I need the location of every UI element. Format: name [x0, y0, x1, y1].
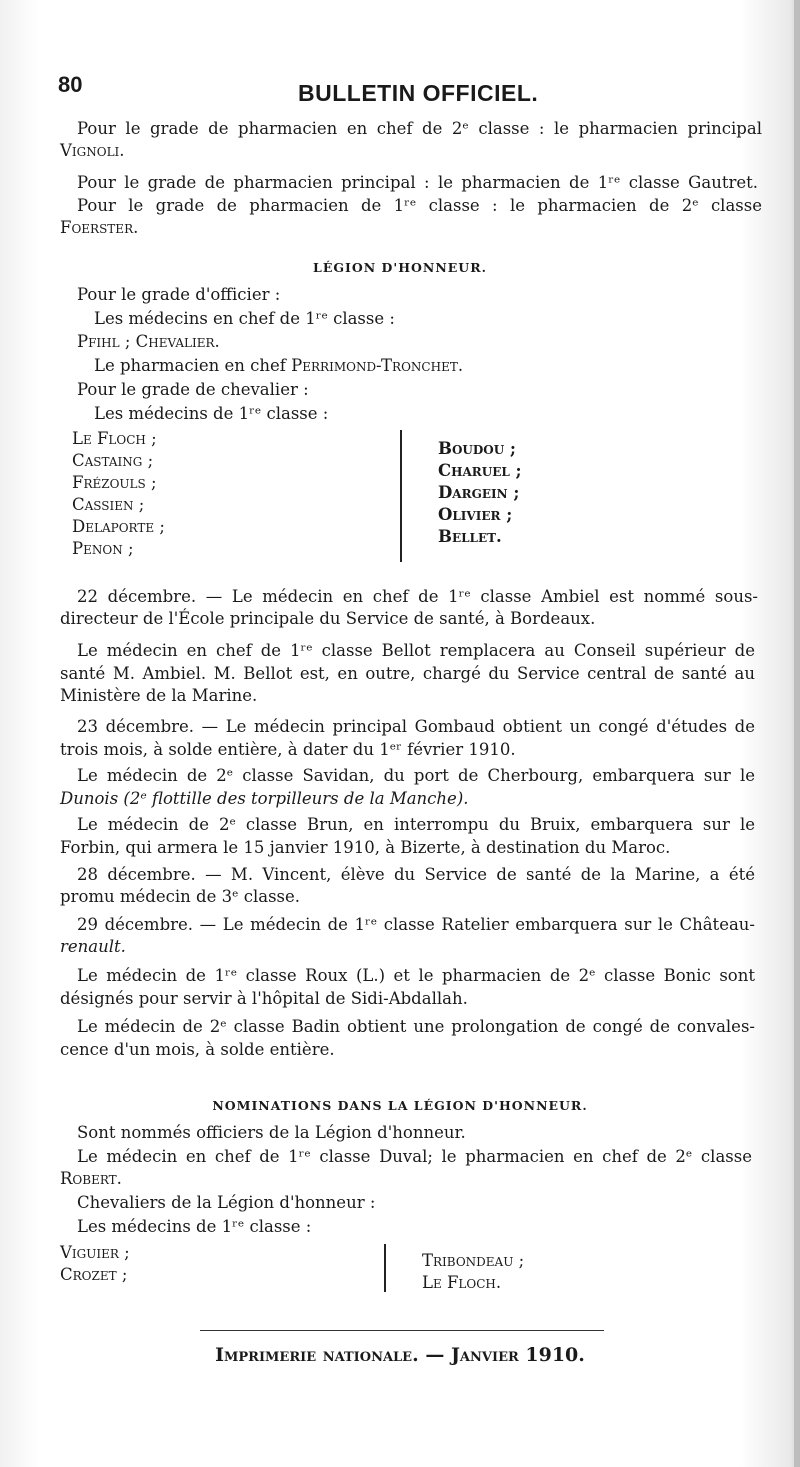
- nomination-line: Le médecin en chef de 1ʳᵉ classe Duval; le pharmacien en chef de 2ᵉ classe: [77, 1147, 752, 1166]
- name-item: Cassien ;: [72, 495, 145, 514]
- intro-line: Pour le grade de pharmacien de 1ʳᵉ classe : le pharmacien de 2ᵉ classe: [77, 196, 762, 215]
- name-item: Penon ;: [72, 539, 134, 558]
- name-item: Delaporte ;: [72, 517, 165, 536]
- nomination-line: Sont nommés officiers de la Légion d'honneur.: [77, 1123, 466, 1142]
- decision-line: Dunois (2ᵉ flottille des torpilleurs de la Manche).: [60, 789, 469, 808]
- decision-line: renault.: [60, 937, 126, 956]
- intro-line: Pour le grade de pharmacien en chef de 2ᵉ classe : le pharmacien principal: [77, 119, 762, 138]
- decision-line: 22 décembre. — Le médecin en chef de 1ʳᵉ classe Ambiel est nommé sous-: [77, 587, 758, 606]
- pharmacien-name: Perrimond-Tronchet.: [291, 356, 464, 375]
- names-line: Pfihl ; Chevalier.: [77, 332, 220, 351]
- decision-line: 28 décembre. — M. Vincent, élève du Service de santé de la Marine, a été: [77, 865, 755, 884]
- decision-line: Le médecin de 2ᵉ classe Savidan, du port de Cherbourg, embarquera sur le: [77, 766, 755, 785]
- name-item: Frézouls ;: [72, 473, 157, 492]
- name-item: Crozet ;: [60, 1265, 128, 1284]
- grade-line: Pour le grade de chevalier :: [77, 380, 309, 399]
- decision-line: Ministère de la Marine.: [60, 686, 258, 705]
- rank-line: Les médecins en chef de 1ʳᵉ classe :: [94, 309, 395, 328]
- name-item: Le Floch ;: [72, 429, 157, 448]
- section-heading: LÉGION D'HONNEUR.: [313, 260, 487, 275]
- decision-line: Le médecin en chef de 1ʳᵉ classe Bellot remplacera au Conseil supérieur de: [77, 641, 755, 660]
- running-head: BULLETIN OFFICIEL.: [298, 80, 539, 106]
- decision-line: 23 décembre. — Le médecin principal Gombaud obtient un congé d'études de: [77, 717, 755, 736]
- decision-line: directeur de l'École principale du Service de santé, à Bordeaux.: [60, 609, 596, 628]
- decision-line: promu médecin de 3ᵉ classe.: [60, 887, 301, 906]
- decision-line: Le médecin de 2ᵉ classe Badin obtient une prolongation de congé de convales-: [77, 1017, 755, 1036]
- intro-line: Vignoli.: [60, 141, 125, 160]
- grade-line: Pour le grade d'officier :: [77, 285, 281, 304]
- page-number: 80: [58, 72, 83, 97]
- decision-line: Forbin, qui armera le 15 janvier 1910, à Bizerte, à destination du Maroc.: [60, 838, 671, 857]
- name-item: Dargein ;: [438, 483, 520, 502]
- decision-line: cence d'un mois, à solde entière.: [60, 1040, 335, 1059]
- column-divider: [400, 430, 402, 562]
- name-item: Charuel ;: [438, 461, 522, 480]
- name-item: Bellet.: [438, 527, 502, 546]
- names-column-right: [438, 438, 522, 548]
- name-item: Castaing ;: [72, 451, 154, 470]
- decision-line: Le médecin de 2ᵉ classe Brun, en interrompu du Bruix, embarquera sur le: [77, 815, 755, 834]
- decision-line: trois mois, à solde entière, à dater du 1ᵉʳ février 1910.: [60, 740, 516, 759]
- section-heading: NOMINATIONS DANS LA LÉGION D'HONNEUR.: [212, 1098, 588, 1113]
- rank-line: Les médecins de 1ʳᵉ classe :: [94, 404, 329, 423]
- nominations-column-right: [422, 1250, 524, 1294]
- names-column-left: [72, 428, 165, 560]
- nomination-line: Les médecins de 1ʳᵉ classe :: [77, 1217, 312, 1236]
- footer-rule: [200, 1330, 604, 1331]
- nomination-line: Robert.: [60, 1169, 122, 1188]
- nominations-column-left: [60, 1242, 130, 1286]
- decision-line: 29 décembre. — Le médecin de 1ʳᵉ classe Ratelier embarquera sur le Château-: [77, 915, 755, 934]
- decision-line: santé M. Ambiel. M. Bellot est, en outre, chargé du Service central de santé au: [60, 664, 755, 683]
- nomination-line: Chevaliers de la Légion d'honneur :: [77, 1193, 376, 1212]
- intro-line: Foerster.: [60, 218, 139, 237]
- name-item: Viguier ;: [60, 1243, 130, 1262]
- imprint: Imprimerie nationale. — Janvier 1910.: [215, 1344, 585, 1366]
- decision-line: désignés pour servir à l'hôpital de Sidi-Abdallah.: [60, 989, 468, 1008]
- intro-line: Pour le grade de pharmacien principal : le pharmacien de 1ʳᵉ classe Gautret.: [77, 173, 758, 192]
- decision-line: Le médecin de 1ʳᵉ classe Roux (L.) et le pharmacien de 2ᵉ classe Bonic sont: [77, 966, 755, 985]
- name-item: Olivier ;: [438, 505, 513, 524]
- page-edge-shadow: [794, 0, 800, 1467]
- pharmacien-prefix: Le pharmacien en chef: [94, 356, 292, 375]
- pharmacien-line: [94, 355, 762, 377]
- name-item: Tribondeau ;: [422, 1251, 525, 1270]
- name-item: Le Floch.: [422, 1273, 502, 1292]
- column-divider: [384, 1244, 386, 1292]
- name-item: Boudou ;: [438, 439, 517, 458]
